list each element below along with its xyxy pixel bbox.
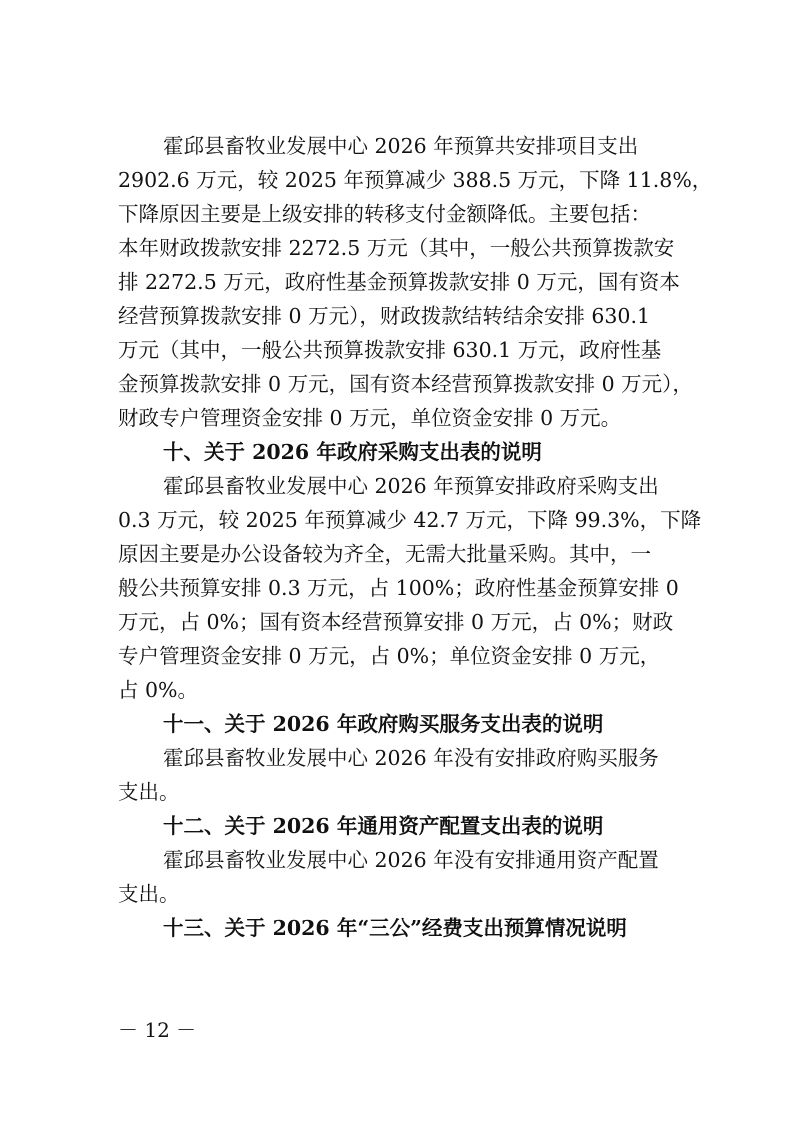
paragraph-line: 霍邱县畜牧业发展中心 2026 年预算安排政府采购支出 — [163, 474, 659, 498]
paragraph-line: 金预算拨款安排 0 万元，国有资本经营预算拨款安排 0 万元）， — [118, 372, 693, 396]
paragraph-line: 般公共预算安排 0.3 万元，占 100%；政府性基金预算安排 0 — [118, 576, 679, 600]
paragraph-line: 万元，占 0%；国有资本经营预算安排 0 万元，占 0%；财政 — [118, 610, 674, 634]
paragraph-line: 霍邱县畜牧业发展中心 2026 年预算共安排项目支出 — [163, 134, 639, 158]
page-number: － 12 － — [118, 1018, 197, 1042]
paragraph-line: 万元（其中，一般公共预算拨款安排 630.1 万元，政府性基 — [118, 338, 662, 362]
paragraph-line: 0.3 万元，较 2025 年预算减少 42.7 万元，下降 99.3%，下降 — [118, 508, 702, 532]
paragraph-line: 霍邱县畜牧业发展中心 2026 年没有安排通用资产配置 — [163, 848, 659, 872]
paragraph-line: 原因主要是办公设备较为齐全，无需大批量采购。其中，一 — [118, 542, 651, 566]
section-heading-12: 十二、关于 2026 年通用资产配置支出表的说明 — [163, 814, 604, 838]
paragraph-line: 霍邱县畜牧业发展中心 2026 年没有安排政府购买服务 — [163, 746, 659, 770]
paragraph-line: 排 2272.5 万元，政府性基金预算拨款安排 0 万元，国有资本 — [118, 270, 680, 294]
paragraph-line: 专户管理资金安排 0 万元，占 0%；单位资金安排 0 万元， — [118, 644, 661, 668]
section-heading-13: 十三、关于 2026 年“三公”经费支出预算情况说明 — [163, 916, 627, 940]
section-heading-10: 十、关于 2026 年政府采购支出表的说明 — [163, 440, 542, 464]
paragraph-line: 2902.6 万元，较 2025 年预算减少 388.5 万元，下降 11.8%， — [118, 168, 713, 192]
paragraph-line: 下降原因主要是上级安排的转移支付金额降低。主要包括： — [118, 202, 651, 226]
paragraph-line: 支出。 — [118, 780, 180, 804]
paragraph-line: 本年财政拨款安排 2272.5 万元（其中，一般公共预算拨款安 — [118, 236, 675, 260]
paragraph-line: 财政专户管理资金安排 0 万元，单位资金安排 0 万元。 — [118, 406, 622, 430]
paragraph-line: 经营预算拨款安排 0 万元），财政拨款结转结余安排 630.1 — [118, 304, 651, 328]
paragraph-line: 占 0%。 — [118, 678, 199, 702]
paragraph-line: 支出。 — [118, 882, 180, 906]
section-heading-11: 十一、关于 2026 年政府购买服务支出表的说明 — [163, 712, 604, 736]
